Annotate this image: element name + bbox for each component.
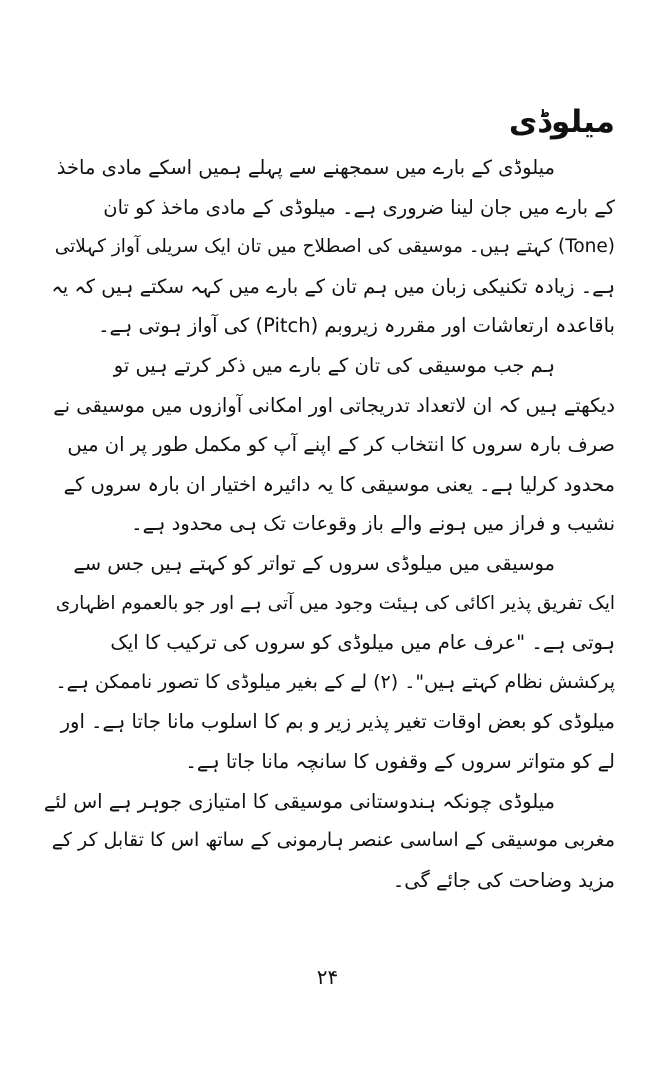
- text-line: (Tone) کہتے ہیں۔ موسیقی کی اصطلاح میں تان ایک سریلی آواز کہلاتی: [54, 236, 615, 258]
- text-line: ہم جب موسیقی کی تان کے بارے میں ذکر کرتے ہیں تو: [113, 353, 555, 377]
- body-text: [44, 148, 615, 900]
- page-number: ۲۴: [316, 965, 339, 989]
- text-line: لے کو متواتر سروں کے وقفوں کا سانچہ مانا جاتا ہے۔: [185, 749, 615, 773]
- text-line: ہوتی ہے۔ "عرف عام میں میلوڈی کو سروں کی ترکیب کا ایک: [110, 631, 615, 655]
- text-line: پرکشش نظام کہتے ہیں"۔ (۲) لے کے بغیر میلوڈی کا تصور ناممکن ہے۔: [55, 670, 615, 693]
- text-line: نشیب و فراز میں ہونے والے باز وقوعات تک ہی محدود ہے۔: [131, 512, 615, 536]
- text-line: میلوڈی کو بعض اوقات تغیر پذیر زیر و بم کا اسلوب مانا جاتا ہے۔ اور: [60, 710, 615, 734]
- text-line: محدود کرلیا ہے۔ یعنی موسیقی کا یہ دائیرہ اختیار ان بارہ سروں کے: [63, 472, 615, 496]
- text-line: ایک تفریق پذیر اکائی کی ہیئت وجود میں آتی ہے اور جو بالعموم اظہاری: [55, 592, 615, 614]
- text-line: مغربی موسیقی کے اساسی عنصر ہارمونی کے ساتھ اس کا تقابل کر کے: [51, 829, 615, 852]
- text-line: دیکھتے ہیں کہ ان لاتعداد تدریجاتی اور امکانی آوازوں میں موسیقی نے: [53, 393, 615, 417]
- text-line: میلوڈی کے بارے میں سمجھنے سے پہلے ہمیں اسکے مادی ماخذ: [56, 156, 555, 179]
- text-line: میلوڈی چونکہ ہندوستانی موسیقی کا امتیازی جوہر ہے اس لئے: [44, 789, 555, 813]
- text-line: صرف بارہ سروں کا انتخاب کر کے اپنے آپ کو مکمل طور پر ان میں: [67, 433, 615, 457]
- text-line: کے بارے میں جان لینا ضروری ہے۔ میلوڈی کے مادی ماخذ کو تان: [103, 195, 615, 219]
- text-line: ہے۔ زیادہ تکنیکی زبان میں ہم تان کے بارے میں کہہ سکتے ہیں کہ یہ: [51, 274, 615, 298]
- page-title: میلوڈی: [508, 104, 615, 140]
- text-line: باقاعدہ ارتعاشات اور مقررہ زیروبم (Pitch) کی آواز ہوتی ہے۔: [98, 314, 615, 338]
- text-line: مزید وضاحت کی جائے گی۔: [392, 868, 615, 892]
- text-line: موسیقی میں میلوڈی سروں کے تواتر کو کہتے ہیں جس سے: [73, 551, 555, 575]
